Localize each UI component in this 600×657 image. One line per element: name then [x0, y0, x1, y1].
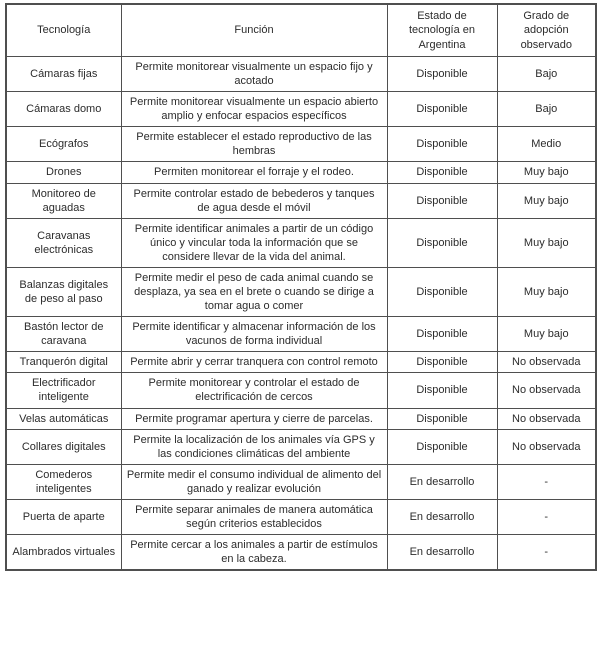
grado-cell: Muy bajo — [497, 267, 596, 316]
technology-table — [5, 3, 597, 571]
tecnologia-cell: Ecógrafos — [6, 127, 121, 162]
grado-cell: No observada — [497, 408, 596, 429]
estado-cell: Disponible — [387, 57, 497, 92]
funcion-cell: Permite separar animales de manera automática según criterios establecidos — [121, 499, 387, 534]
funcion-cell: Permite abrir y cerrar tranquera con control remoto — [121, 352, 387, 373]
grado-cell: Bajo — [497, 92, 596, 127]
table-row — [6, 218, 596, 267]
table-header — [6, 4, 596, 57]
grado-cell: Muy bajo — [497, 162, 596, 183]
tecnologia-cell: Caravanas electrónicas — [6, 218, 121, 267]
tecnologia-cell: Velas automáticas — [6, 408, 121, 429]
estado-cell: Disponible — [387, 183, 497, 218]
funcion-cell: Permite programar apertura y cierre de parcelas. — [121, 408, 387, 429]
table-row — [6, 352, 596, 373]
funcion-cell: Permite la localización de los animales vía GPS y las condiciones climáticas del ambiente — [121, 429, 387, 464]
estado-cell: En desarrollo — [387, 464, 497, 499]
funcion-cell: Permite controlar estado de bebederos y tanques de agua desde el móvil — [121, 183, 387, 218]
funcion-cell: Permiten monitorear el forraje y el rodeo. — [121, 162, 387, 183]
funcion-cell: Permite medir el peso de cada animal cuando se desplaza, ya sea en el brete o cuando se dirige a tomar agua o comer — [121, 267, 387, 316]
estado-cell: Disponible — [387, 408, 497, 429]
table-row — [6, 57, 596, 92]
estado-cell: Disponible — [387, 127, 497, 162]
tecnologia-cell: Cámaras fijas — [6, 57, 121, 92]
column-header-grado: Grado de adopción observado — [497, 4, 596, 57]
funcion-cell: Permite identificar animales a partir de un código único y vincular toda la información que se considere llevar de la vida del animal. — [121, 218, 387, 267]
tecnologia-cell: Collares digitales — [6, 429, 121, 464]
grado-cell: No observada — [497, 429, 596, 464]
funcion-cell: Permite cercar a los animales a partir de estímulos en la cabeza. — [121, 535, 387, 571]
table-row — [6, 127, 596, 162]
grado-cell: Bajo — [497, 57, 596, 92]
tecnologia-cell: Tranquerón digital — [6, 352, 121, 373]
grado-cell: Medio — [497, 127, 596, 162]
table-row — [6, 373, 596, 408]
table-row — [6, 162, 596, 183]
estado-cell: Disponible — [387, 267, 497, 316]
tecnologia-cell: Monitoreo de aguadas — [6, 183, 121, 218]
funcion-cell: Permite monitorear visualmente un espacio abierto amplio y enfocar espacios específicos — [121, 92, 387, 127]
estado-cell: En desarrollo — [387, 535, 497, 571]
table-row — [6, 535, 596, 571]
funcion-cell: Permite identificar y almacenar información de los vacunos de forma individual — [121, 317, 387, 352]
table-body — [6, 57, 596, 571]
grado-cell: Muy bajo — [497, 218, 596, 267]
table-row — [6, 317, 596, 352]
tecnologia-cell: Balanzas digitales de peso al paso — [6, 267, 121, 316]
tecnologia-cell: Electrificador inteligente — [6, 373, 121, 408]
grado-cell: Muy bajo — [497, 183, 596, 218]
grado-cell: - — [497, 464, 596, 499]
estado-cell: Disponible — [387, 92, 497, 127]
table-row — [6, 267, 596, 316]
estado-cell: Disponible — [387, 429, 497, 464]
estado-cell: Disponible — [387, 317, 497, 352]
grado-cell: - — [497, 535, 596, 571]
funcion-cell: Permite monitorear y controlar el estado de electrificación de cercos — [121, 373, 387, 408]
tecnologia-cell: Bastón lector de caravana — [6, 317, 121, 352]
grado-cell: - — [497, 499, 596, 534]
estado-cell: Disponible — [387, 352, 497, 373]
table-row — [6, 464, 596, 499]
header-row — [6, 4, 596, 57]
table-row — [6, 408, 596, 429]
estado-cell: Disponible — [387, 373, 497, 408]
funcion-cell: Permite establecer el estado reproductivo de las hembras — [121, 127, 387, 162]
table-row — [6, 429, 596, 464]
column-header-funcion: Función — [121, 4, 387, 57]
grado-cell: Muy bajo — [497, 317, 596, 352]
estado-cell: Disponible — [387, 218, 497, 267]
column-header-estado: Estado de tecnología en Argentina — [387, 4, 497, 57]
tecnologia-cell: Cámaras domo — [6, 92, 121, 127]
table-row — [6, 183, 596, 218]
estado-cell: En desarrollo — [387, 499, 497, 534]
grado-cell: No observada — [497, 373, 596, 408]
funcion-cell: Permite medir el consumo individual de alimento del ganado y realizar evolución — [121, 464, 387, 499]
funcion-cell: Permite monitorear visualmente un espacio fijo y acotado — [121, 57, 387, 92]
estado-cell: Disponible — [387, 162, 497, 183]
grado-cell: No observada — [497, 352, 596, 373]
table-row — [6, 499, 596, 534]
tecnologia-cell: Alambrados virtuales — [6, 535, 121, 571]
tecnologia-cell: Drones — [6, 162, 121, 183]
table-row — [6, 92, 596, 127]
tecnologia-cell: Comederos inteligentes — [6, 464, 121, 499]
column-header-tecnologia: Tecnología — [6, 4, 121, 57]
tecnologia-cell: Puerta de aparte — [6, 499, 121, 534]
